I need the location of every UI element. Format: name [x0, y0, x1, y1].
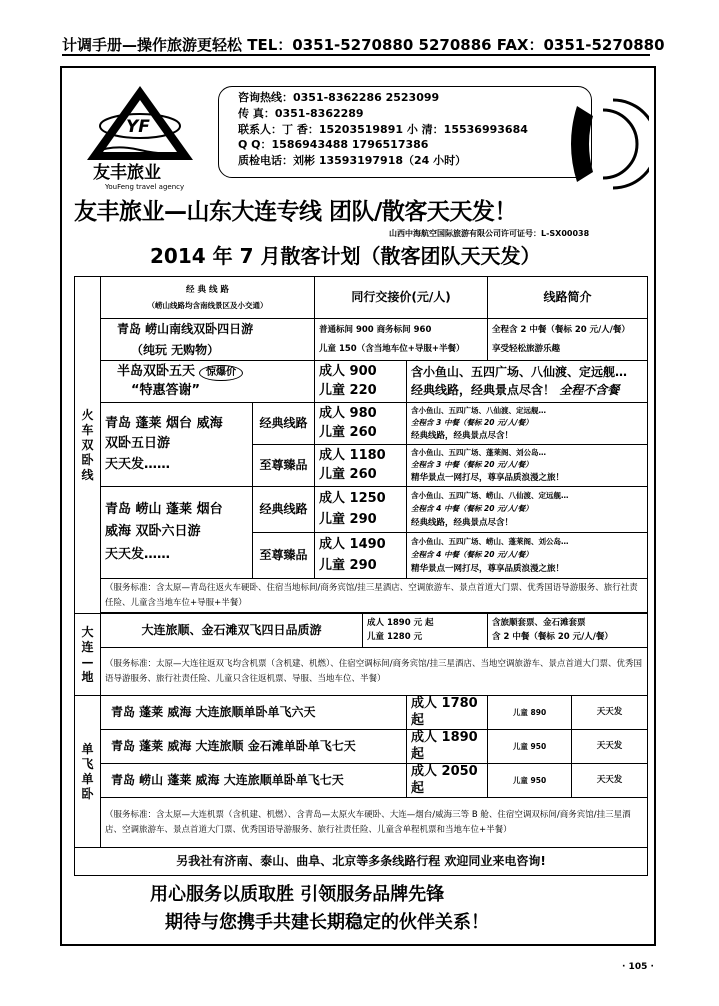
route-intro: 含小鱼山、五四广场、崂山、八仙渡、定远舰… 全程含 4 中餐（餐标 20 元/人/餐） 经典线路，经典景点尽含！ — [407, 487, 648, 533]
extra-routes-note: 另我社有济南、泰山、曲阜、北京等多条线路行程 欢迎同业来电咨询! — [75, 848, 648, 876]
route-price: 成人 980 儿童 260 — [315, 403, 407, 445]
header-route: 经 典 线 路 （崂山线路均含南线景区及小交通） — [101, 277, 315, 319]
route-name: 青岛 崂山 蓬莱 烟台 威海 双卧六日游 天天发…… — [101, 487, 253, 579]
route-price: 成人 1490 儿童 290 — [315, 533, 407, 579]
route-child-price: 儿童 890 — [488, 696, 572, 730]
table-row — [75, 579, 648, 613]
route-name: 青岛 蓬莱 威海 大连旅顺 金石滩单卧单飞七天 — [101, 730, 407, 764]
company-logo-icon — [75, 82, 205, 192]
logo-name: 友丰旅业 — [93, 163, 161, 183]
header-intro: 线路简介 — [488, 277, 648, 319]
header-price: 同行交接价(元/人) — [315, 277, 488, 319]
table-row — [75, 487, 648, 533]
contact-info — [238, 90, 528, 169]
table-row — [75, 798, 648, 848]
table-row — [75, 848, 648, 876]
table-row — [75, 403, 648, 445]
table-header-row — [75, 277, 648, 319]
route-price: 普通标间 900 商务标间 960 儿童 150（含当地车位+导服+半餐） — [315, 319, 488, 361]
route-price: 成人 1250 儿童 290 — [315, 487, 407, 533]
contact-line: 咨询热线：0351-8362286 2523099 — [238, 91, 440, 104]
route-adult-price: 成人 2050 起 — [407, 764, 488, 798]
plan-title: 2014 年 7 月散客计划（散客团队天天发） — [150, 244, 541, 268]
service-note-dalian: （服务标准：太原—大连往返双飞均含机票（含机建、机燃）、住宿空调标间/商务宾馆/挂三星酒店、当地空调旅游车、景点首道大门票、优秀国语导游服务、旅行社责任险、儿童只含往返机票、导服、当地车位、半餐） — [101, 648, 648, 696]
route-intro: 含旅顺套票、金石滩套票 含 2 中餐（餐标 20 元/人/餐） — [488, 614, 648, 648]
route-type: 经典线路 — [253, 487, 315, 533]
table-row — [75, 696, 648, 730]
table-row — [75, 648, 648, 696]
route-frequency: 天天发 — [572, 696, 648, 730]
route-intro: 全程含 2 中餐（餐标 20 元/人/餐） 享受轻松旅游乐趣 — [488, 319, 648, 361]
route-frequency: 天天发 — [572, 730, 648, 764]
route-type: 至尊臻品 — [253, 533, 315, 579]
route-name: 半岛双卧五天 惊爆价 “特惠答谢” — [101, 361, 315, 403]
route-adult-price: 成人 1890 起 — [407, 730, 488, 764]
route-adult-price: 成人 1780 起 — [407, 696, 488, 730]
route-intro: 含小鱼山、五四广场、八仙渡、定远舰… 全程含 3 中餐（餐标 20 元/人/餐） 经典线路，经典景点尽含！ — [407, 403, 648, 445]
route-type: 经典线路 — [253, 403, 315, 445]
route-type: 至尊臻品 — [253, 445, 315, 487]
logo-letters: YF — [126, 117, 150, 137]
slogan-line-1: 用心服务以质取胜 引领服务品牌先锋 — [150, 884, 445, 905]
logo-pinyin: YouFeng travel agency — [105, 183, 185, 191]
route-price: 成人 900 儿童 220 — [315, 361, 407, 403]
route-name: 青岛 蓬莱 烟台 威海 双卧五日游 天天发…… — [101, 403, 253, 487]
route-name: 大连旅顺、金石滩双飞四日品质游 — [101, 614, 363, 648]
slogan-line-2: 期待与您携手共建长期稳定的伙伴关系！ — [165, 912, 489, 933]
route-intro: 含小鱼山、五四广场、蓬莱阁、刘公岛… 全程含 3 中餐（餐标 20 元/人/餐） 精华景点一网打尽，尊享品质浪漫之旅！ — [407, 445, 648, 487]
route-intro: 含小鱼山、五四广场、崂山、蓬莱阁、刘公岛… 全程含 4 中餐（餐标 20 元/人/餐） 精华景点一网打尽，尊享品质浪漫之旅！ — [407, 533, 648, 579]
contact-line: 质检电话：刘彬 13593197918（24 小时） — [238, 154, 467, 168]
section-train-label: 火车双卧线 — [75, 277, 101, 614]
service-note-train: （服务标准：含太原—青岛往返火车硬卧、住宿当地标间/商务宾馆/挂三星酒店、空调旅游车、景点首道大门票、优秀国语导游服务、旅行社责任险、儿童含当地车位+导服+半餐） — [101, 579, 648, 613]
table-row — [75, 361, 648, 403]
route-table — [74, 276, 648, 876]
route-name: 青岛 蓬莱 威海 大连旅顺单卧单飞六天 — [101, 696, 407, 730]
section-dalian-label: 大连—地 — [75, 614, 101, 696]
license-number: 山西中海航空国际旅游有限公司许可证号：L-SX00038 — [389, 229, 590, 238]
main-title: 友丰旅业—山东大连专线 团队/散客天天发！ — [74, 199, 517, 225]
section-single-label: 单飞单卧 — [75, 696, 101, 848]
route-price: 成人 1890 元 起 儿童 1280 元 — [363, 614, 488, 648]
header-bar: 计调手册—操作旅游更轻松 TEL：0351-5270880 5270886 FAX：0351-5270880 — [62, 36, 665, 54]
route-child-price: 儿童 950 — [488, 730, 572, 764]
table-row — [75, 319, 648, 361]
telephone-icon — [563, 94, 649, 194]
table-row — [75, 730, 648, 764]
table-row — [75, 764, 648, 798]
route-price: 成人 1180 儿童 260 — [315, 445, 407, 487]
table-row — [75, 614, 648, 648]
page-number: · 105 · — [622, 962, 654, 972]
contact-line: Q Q：1586943488 1796517386 — [238, 138, 429, 152]
route-name: 青岛 崂山南线双卧四日游 （纯玩 无购物） — [101, 319, 315, 361]
hot-price-badge: 惊爆价 — [199, 365, 243, 382]
route-child-price: 儿童 950 — [488, 764, 572, 798]
contact-line: 传 真：0351-8362289 — [238, 106, 364, 120]
route-name: 青岛 崂山 蓬莱 威海 大连旅顺单卧单飞七天 — [101, 764, 407, 798]
route-intro: 含小鱼山、五四广场、八仙渡、定远舰… 经典线路，经典景点尽含！ 全程不含餐 — [407, 361, 648, 403]
route-frequency: 天天发 — [572, 764, 648, 798]
service-note-single: （服务标准：含太原—大连机票（含机建、机燃）、含青岛—太原火车硬卧、大连—烟台/威海三等 B 舱、住宿空调双标间/商务宾馆/挂三星酒店、空调旅游车、景点首道大门票、优秀国语导游服务、旅行社责任险、儿童含单程机票和当地车位+半餐） — [101, 798, 648, 848]
contact-line: 联系人：丁 香：15203519891 小 清：15536993684 — [238, 122, 528, 136]
